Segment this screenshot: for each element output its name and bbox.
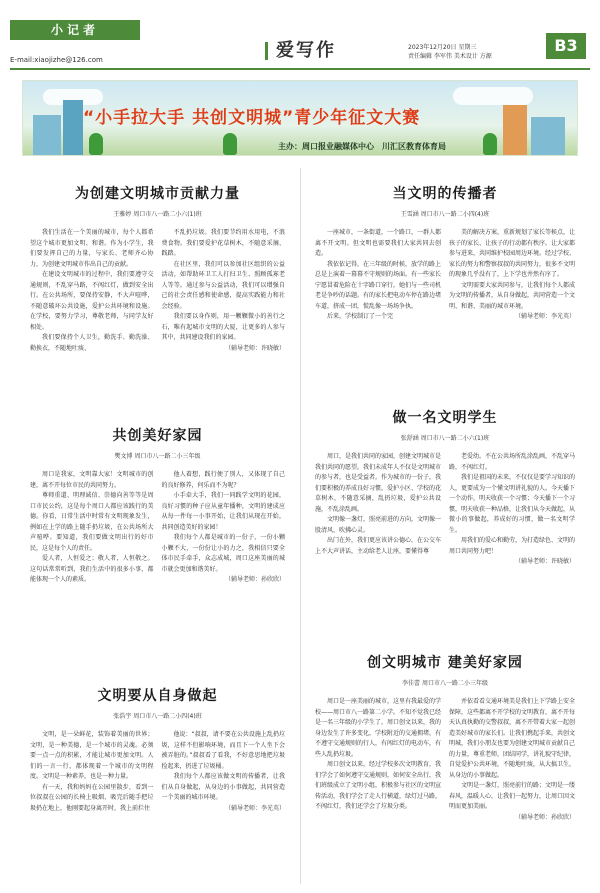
- article-column: [449, 697, 575, 823]
- paragraph: 文明是一盏灯，照亮前行的路；文明是一缕春风，温暖人心，让我们一起努力，让周口因文明而更加美丽。: [449, 782, 576, 810]
- paragraph: 在建设文明城市的过程中，我们要遵守交通规则，不乱穿马路，不闯红灯，做到安全出行。在公共场所，要保持安静，不大声喧哗，不随意破坏公共设施，爱护公共环境和设施。在学校，要努力学习，尊敬老师，与同学友好相处。: [30, 271, 154, 331]
- paragraph: 老爱幼。不在公共场所乱涂乱画，不乱穿马路，不闯红灯。: [449, 453, 576, 471]
- paragraph: 我们生活在一个美丽的城市，每个人都希望这个城市更加文明、和谐。作为小学生，我们要发挥自己的力量，与家长、老师齐心协力，为创建文明城市作出自己的贡献。: [30, 229, 154, 268]
- paragraph: 在社区里，我们可以参加社区组织的公益活动，如帮助环卫工人打扫卫生、照顾孤寡老人等等。通过参与公益活动，我们可以增强自己的社会责任感和使命感，提高实践能力和社会经验。: [161, 260, 285, 310]
- section-label: 爱写作: [276, 40, 336, 61]
- paragraph: 用我们的爱心和勤劳，为打造绿色、文明的周口共同努力吧！: [449, 537, 576, 555]
- contest-banner: [22, 80, 578, 156]
- paragraph: 出门在外，我们更应该讲公德心，在公交车上不大声讲话，主动给老人让座，要懂得尊: [315, 537, 442, 555]
- paragraph: 我依依记得，在三年级的时候，放学的路上总是上演着一幕幕不守规则的场面。有一些家长宁愿冒着危险在十字路口穿行，她们与一些司机老是争吵的话题。有的家长把电动车停在路边堵车道，挤成一团，慌乱像一场场争执。: [315, 260, 442, 310]
- article-column: [30, 730, 154, 814]
- building-decoration: [503, 105, 527, 155]
- email-line: E-mail:xiaojizhe@126.com: [10, 56, 103, 64]
- paragraph: 尊师重道、明理诚信、崇德向善等等是周口市民公约，这是每个周口人都应该践行的美德。你看，日常生活中时常有文明现象发生，例如在上学的路上随手扔垃圾，在公共场所大声喧哗。要知道，我们要做文明出行的好市民，这是每个人的责任。: [30, 492, 154, 552]
- paragraph: 我们是祖国的未来，不仅仅是要学习知识的人，更要成为一个懂文明讲礼貌的人。今天播下一个动作，明天收获一个习惯；今天播下一个习惯，明天收获一种品格，让我们从今天做起，从微小的事做起，养成好的习惯，做一名文明学生。: [449, 474, 576, 534]
- paragraph: 一座城市，一条街道，一个路口，一群人都离不开文明。但文明也需要我们大家共同去创造。: [315, 229, 442, 257]
- tutor-credit: （辅导老师：李光英）: [514, 313, 575, 320]
- paragraph: 后来，学校制订了一个完: [327, 313, 394, 320]
- paragraph: 周口是一座美丽的城市，这里有我最爱的学校——周口市八一路第二小学。不知不觉我已经是一名三年级的小学生了，周口创文以来，我的身边发生了许多变化，学校附近的交通拥堵，有不遵守交通规则的行人，有闯红灯的电动车，有些人乱扔垃圾。: [315, 698, 442, 758]
- paragraph: 美的解决方案，重新规划了家长等候点，让孩子的家长、让孩子的行动都有秩序。让大家都参与进来，共同维护校园周边环境。经过学校、家长的努力和警察叔叔的共同努力，很多不文明的现象几乎没有了，上下学也井然有序了。: [449, 229, 576, 278]
- article-card: [315, 652, 575, 823]
- building-decoration: [531, 117, 565, 155]
- article-byline: 张舒涵 周口市八一路二小六(1)班: [400, 435, 490, 442]
- paragraph: 我们每个人都应该做文明的传播者，让我们从自身做起，从身边的小事做起，共同营造一个美丽的城市环境。: [161, 773, 285, 801]
- tutor-credit: （辅导老师：许晓敏）: [514, 558, 575, 565]
- cloud-decoration: [453, 87, 533, 105]
- banner-title: “小手拉大手 共创文明城”青少年征文大赛: [83, 108, 421, 128]
- paragraph: 我们要保持个人卫生，勤洗手、勤洗澡、勤换衣，不随地吐痰、: [30, 334, 154, 352]
- paragraph: 周口是我家，文明靠大家！文明城市的创建，离不开每位市民的共同努力。: [30, 471, 154, 489]
- paragraph: 爱人者，人恒爱之；敬人者，人恒敬之。这句话常常听到，我们生活中的很多小事，都能体现一个人的素质。: [30, 555, 154, 583]
- article-title: 当文明的传播者: [392, 186, 498, 202]
- date-info: [408, 43, 492, 61]
- tree-decoration: [223, 133, 237, 155]
- article-card: [30, 183, 285, 354]
- paragraph: 他人着想，践行便了别人，又体现了自己的良好修养，何乐而不为呢？: [161, 471, 285, 489]
- article-byline: 张浩宇 周口市八一路二小四(4)班: [113, 713, 202, 720]
- paragraph: 周口，是我们共同的家园，创建文明城市是我们共同的愿望。我们未成年人不仅是文明城市的参与者，也是受益者。作为城市的一份子，我们要积极的养成良好习惯，爱护小区、学校的花草树木，不随意采摘，乱扔垃圾，爱护公共设施，不乱涂乱画。: [315, 453, 442, 513]
- editor-line: 责任编辑 李军伟 美术设计 方源: [408, 53, 492, 60]
- paragraph: 文明需要大家共同参与，让我们每个人都成为文明的传播者，从自身做起，共同营造一个文明、和谐、美丽的城市环境。: [449, 281, 576, 310]
- paragraph: 文明像一盏灯，照亮前进的方向，文明像一股清风，吹拂心灵。: [315, 516, 442, 534]
- tutor-credit: （辅导老师：孙欣欣）: [224, 576, 285, 583]
- article-byline: 王雪涵 周口市八一路二小四(4)班: [400, 211, 490, 218]
- article-column: [30, 470, 154, 586]
- article-column: [449, 452, 575, 568]
- paragraph: 我们每个人都是城市的一份子，一份小颗小颗不大，一份份让小的力之，我相信只要全体市民手牵手，众志成城，周口这座美丽的城市就会更加和谐美好。: [161, 534, 285, 573]
- column-divider: [300, 168, 301, 884]
- header-rule: [10, 68, 590, 70]
- tree-decoration: [89, 133, 103, 155]
- paragraph: 小手牵大手，我们一同践学文明的花园，良好习惯的种子应从童年播种，文明的建成应从每一件每一小事开始，让我们从现在开始，共同创造美好的家园！: [161, 492, 285, 531]
- article-column: [315, 697, 441, 823]
- page-number: B3: [546, 33, 586, 59]
- paragraph: 我们要以身作则，用一颗颗微小的善行之石，唯有起城市文明的大厦，让更多的人参与其中，共同建设我们的家园。: [161, 313, 285, 341]
- tutor-credit: （辅导老师：许晓敏）: [224, 344, 285, 352]
- article-title: 共创美好家园: [112, 428, 203, 444]
- paragraph: 不乱扔垃圾。我们要节约用水用电，不浪费食物。我们要爱护花草树木，不随意采摘、践踏。: [161, 229, 285, 257]
- building-decoration: [33, 115, 61, 155]
- article-byline: 李佳蕾 周口市八一路二小三年级: [402, 680, 488, 687]
- article-column: [449, 228, 575, 323]
- article-title: 创文明城市 建美好家园: [367, 655, 523, 671]
- page-header: [0, 0, 600, 70]
- brand-logo: 小记者: [10, 20, 140, 40]
- article-card: [315, 407, 575, 568]
- date-line: 2023年12月20日 星期三: [408, 44, 477, 51]
- article-column: [315, 228, 441, 323]
- section-title: [265, 36, 336, 62]
- article-card: [30, 685, 285, 814]
- article-title: 做一名文明学生: [392, 410, 498, 426]
- article-column: [162, 228, 286, 354]
- paragraph: 有一天，我和妈妈在公园里散步，看到一位叔叔在公园的长椅上吸烟，吸完后随手把垃圾扔在地上，他刚要起身离开时，我上前拦住: [30, 783, 154, 812]
- banner-host: 主办：周口报业融媒体中心 川汇区教育体育局: [278, 142, 446, 151]
- paragraph: 并依看看交通环境美是我们上下学路上安全保障，这些都离不开学校的文明教育，离不开每天认真执勤的交警叔叔，离不开带着大家一起创造美好城市的家长们。让我们携起手来，共创文明城，我们小朋友也要为创建文明城市贡献自己的力量，尊重老师，团结同学，讲礼貌守纪律，自觉爱护公共环境，不随地吐痰，从大搞卫生，从身边的小事做起。: [449, 698, 576, 779]
- article-title: 文明要从自身做起: [97, 688, 218, 704]
- article-column: [162, 470, 286, 586]
- article-title: 为创建文明城市贡献力量: [75, 186, 240, 202]
- tutor-credit: （辅导老师：孙欣欣）: [514, 813, 575, 821]
- article-byline: 王雅婷 周口市八一路二小六(1)班: [113, 211, 202, 218]
- article-column: [30, 228, 154, 354]
- article-column: [162, 730, 286, 814]
- article-card: [30, 425, 285, 586]
- tutor-credit: （辅导老师：李光英）: [224, 804, 285, 812]
- article-card: [315, 183, 575, 323]
- building-decoration: [63, 100, 83, 155]
- tree-decoration: [483, 133, 497, 155]
- section-bar: [265, 42, 268, 60]
- article-column: [315, 452, 441, 568]
- paragraph: 他说：“叔叔，请不要在公共设施上乱扔垃圾，这样不但影响环境，而且下一个人坐下会被弄脏的。”叔叔看了看我，不好意思地把垃圾捡起来，扔进了垃圾桶。: [161, 731, 285, 770]
- article-byline: 樊文博 周口市八一路二小三年级: [114, 453, 201, 460]
- paragraph: 周口创文以来，经过学校多次文明教育，我们学会了如何遵守交通规则，如何安全出行，我们班级成立了文明小组，积极参与社区的文明宣传活动，我们学会了走人行横道，绿灯过马路，不闯红灯，我们还学会了垃圾分类。: [315, 761, 442, 810]
- paragraph: 文明，是一朵鲜花，装饰着美丽的世界；文明，是一种美德，是一个城市的灵魂。必须要一点一点的积累，才能让城市更加文明。人们的一言一行，都体现着一个城市的文明程度。文明是一种素养，也是一种力量。: [30, 731, 154, 780]
